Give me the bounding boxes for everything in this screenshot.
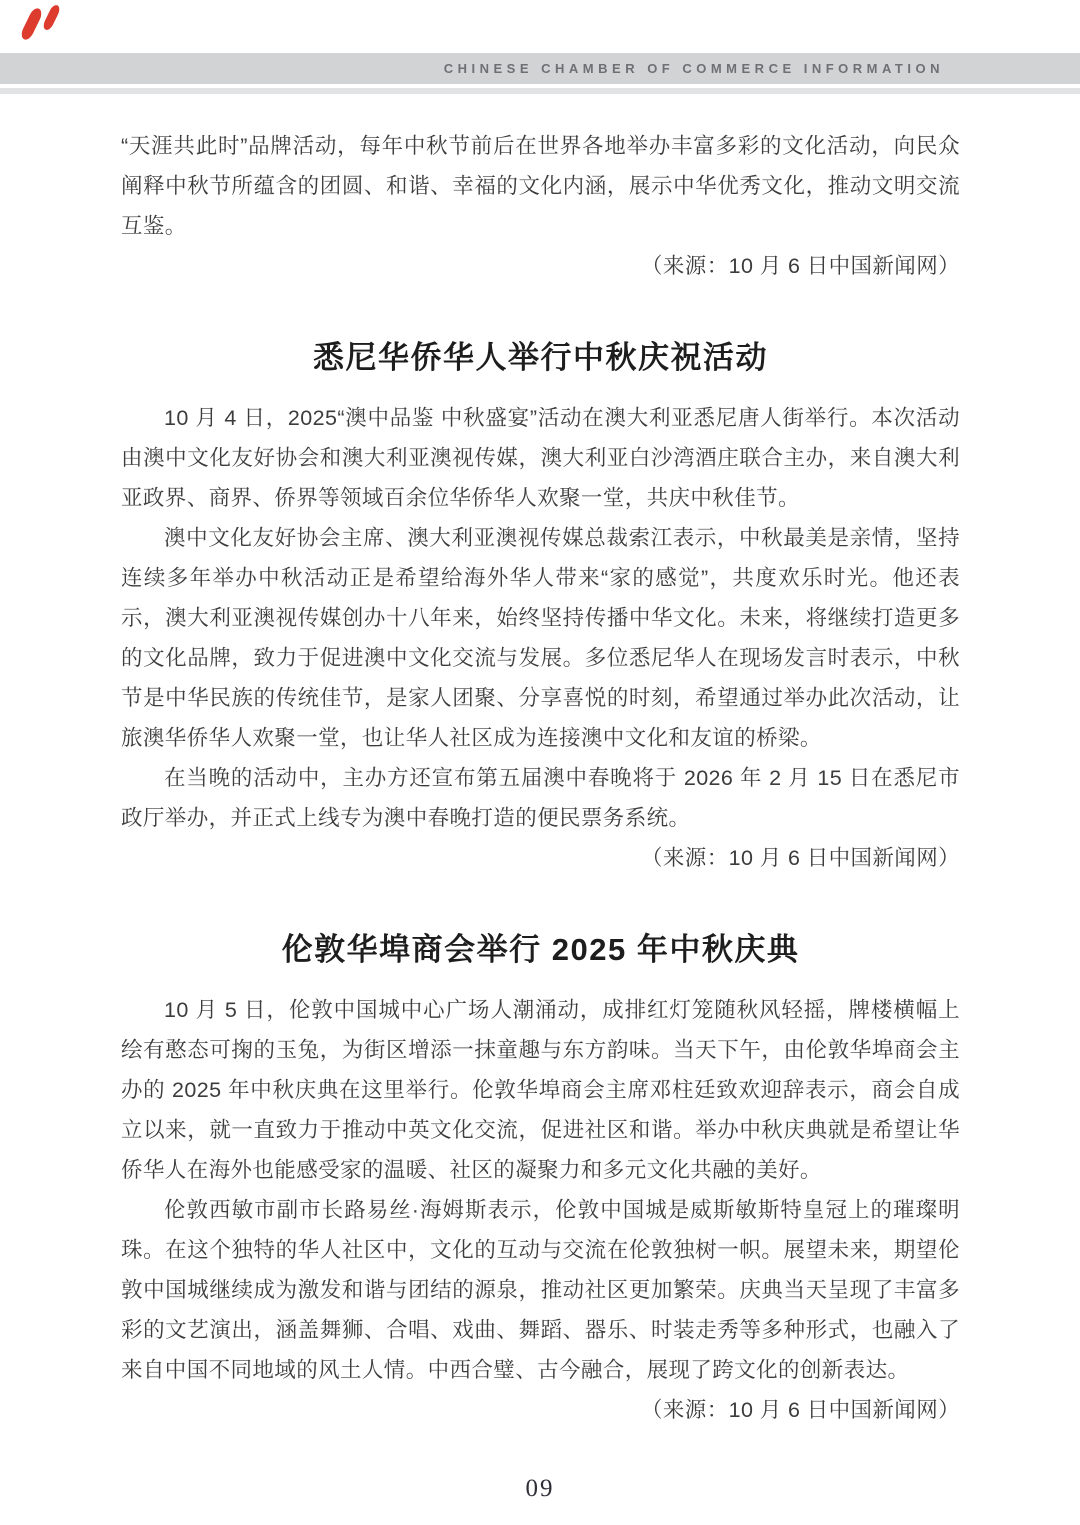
red-accent-marks-icon [24,4,70,46]
article-source-line: （来源：10 月 6 日中国新闻网） [641,846,960,870]
article-london [121,928,960,1430]
article-paragraph: 澳中文化友好协会主席、澳大利亚澳视传媒总裁索江表示，中秋最美是亲情，坚持连续多年举办中秋活动正是希望给海外华人带来“家的感觉”，共度欢乐时光。他还表示，澳大利亚澳视传媒创办十八年来，始终坚持传播中华文化。未来，将继续打造更多的文化品牌，致力于促进澳中文化交流与发展。多位悉尼华人在现场发言时表示，中秋节是中华民族的传统佳节，是家人团聚、分享喜悦的时刻，希望通过举办此次活动，让旅澳华侨华人欢聚一堂，也让华人社区成为连接澳中文化和友谊的桥梁。 [121,526,960,750]
article-paragraph: 10 月 4 日，2025“澳中品鉴 中秋盛宴”活动在澳大利亚悉尼唐人街举行。本次活动由澳中文化友好协会和澳大利亚澳视传媒，澳大利亚白沙湾酒庄联合主办，来自澳大利亚政界、商界、侨界等领域百余位华侨华人欢聚一堂，共庆中秋佳节。 [121,406,960,510]
article-paragraph-text: 在当晚的活动中，主办方还宣布第五届澳中春晚将于 2026 年 2 月 15 日在悉尼市政厅举办，并正式上线专为澳中春晚打造的便民票务系统。 [121,766,960,830]
header-banner-text: CHINESE CHAMBER OF COMMERCE INFORMATION [443,61,944,76]
article-paragraph [121,758,960,878]
article-sydney [121,336,960,878]
header-band-secondary [0,88,1080,94]
article-paragraph: 10 月 5 日，伦敦中国城中心广场人潮涌动，成排红灯笼随秋风轻摇，牌楼横幅上绘有憨态可掬的玉兔，为街区增添一抹童趣与东方韵味。当天下午，由伦敦华埠商会主办的 2025 年中秋庆典在这里举行。伦敦华埠商会主席邓柱廷致欢迎辞表示，商会自成立以来，就一直致力于推动中英文化交流，促进社区和谐。举办中秋庆典就是希望让华侨华人在海外也能感受家的温暖、社区的凝聚力和多元文化共融的美好。 [121,998,960,1182]
article-title-london: 伦敦华埠商会举行 2025 年中秋庆典 [281,932,800,967]
intro-paragraph: “天涯共此时”品牌活动，每年中秋节前后在世界各地举办丰富多彩的文化活动，向民众阐释中秋节所蕴含的团圆、和谐、幸福的文化内涵，展示中华优秀文化，推动文明交流互鉴。 [121,134,960,238]
red-stroke-icon [19,6,44,41]
article-source-line: （来源：10 月 6 日中国新闻网） [641,1398,960,1422]
article-paragraph: 伦敦西敏市副市长路易丝·海姆斯表示，伦敦中国城是威斯敏斯特皇冠上的璀璨明珠。在这个独特的华人社区中，文化的互动与交流在伦敦独树一帜。展望未来，期望伦敦中国城继续成为激发和谐与团结的源泉，推动社区更加繁荣。庆典当天呈现了丰富多彩的文艺演出，涵盖舞狮、合唱、戏曲、舞蹈、器乐、时装走秀等多种形式，也融入了来自中国不同地域的风土人情。中西合璧、古今融合，展现了跨文化的创新表达。 [121,1198,960,1382]
header-band [0,53,1080,84]
red-stroke-icon [42,3,62,31]
article-title-sydney: 悉尼华侨华人举行中秋庆祝活动 [313,340,768,375]
intro-source-line: （来源：10 月 6 日中国新闻网） [641,254,960,278]
page-content [121,126,960,1430]
page-number: 09 [525,1475,555,1502]
